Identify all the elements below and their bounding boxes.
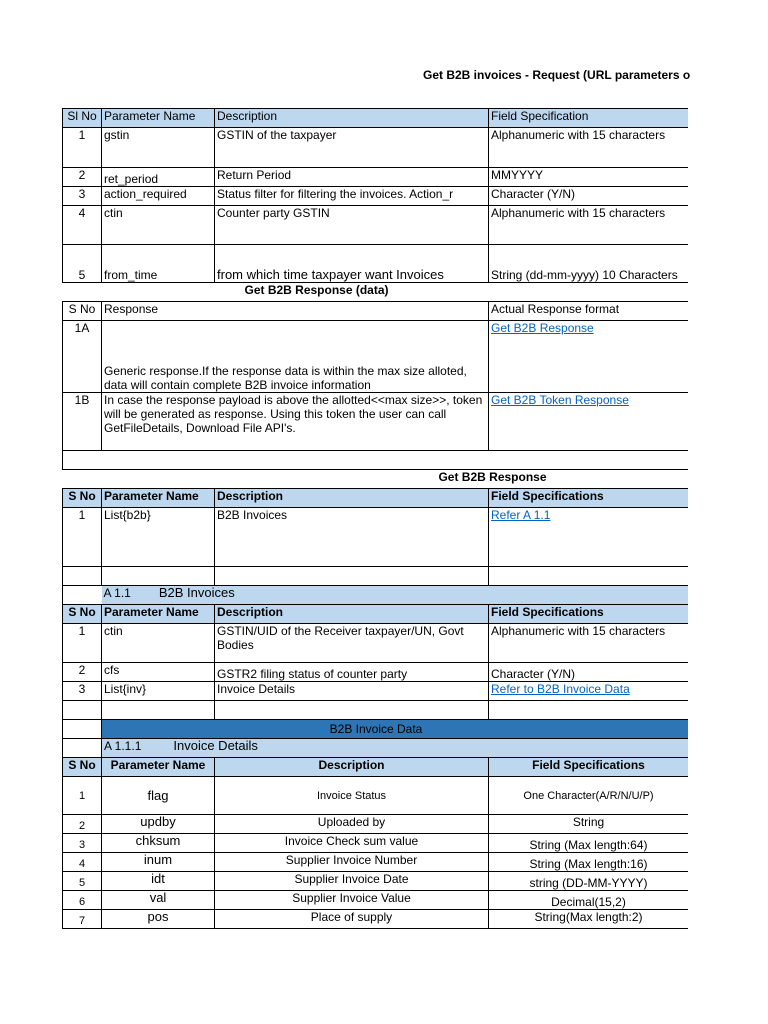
empty-cell xyxy=(489,701,689,720)
cell-spec: String xyxy=(489,815,689,834)
cell-desc: Invoice Status xyxy=(215,777,489,815)
cell-param: inum xyxy=(102,853,215,872)
empty-cell xyxy=(102,701,215,720)
get-b2b-token-response-link[interactable]: Get B2B Token Response xyxy=(491,393,629,407)
invoice-data-header-row xyxy=(63,758,689,777)
response-section-title: Get B2B Response (data) xyxy=(63,283,689,302)
section-title-row xyxy=(63,470,689,489)
refer-b2b-invoice-data-link[interactable]: Refer to B2B Invoice Data xyxy=(491,682,630,696)
subsection-label: A 1.1 xyxy=(103,586,131,600)
table-row xyxy=(63,168,689,187)
cell-param: action_required xyxy=(102,187,215,206)
cell-desc: Uploaded by xyxy=(215,815,489,834)
table-row xyxy=(63,393,689,451)
cell-param: idt xyxy=(102,872,215,891)
cell-spec: String (dd-mm-yyyy) 10 Characters xyxy=(489,245,689,283)
cell-sno: 6 xyxy=(63,891,102,910)
header-parameter-name: Parameter Name xyxy=(102,489,215,508)
empty-row xyxy=(63,701,689,720)
empty-cell xyxy=(215,701,489,720)
cell-spec: String (Max length:16) xyxy=(489,853,689,872)
cell-sno: 4 xyxy=(63,853,102,872)
refer-a11-link[interactable]: Refer A 1.1 xyxy=(491,508,551,522)
cell-spec: MMYYYY xyxy=(489,168,689,187)
cell-sno: 1 xyxy=(63,777,102,815)
header-sno: Sl No xyxy=(63,109,102,128)
cell-desc: GSTIN of the taxpayer xyxy=(215,128,489,168)
cell-desc: Status filter for filtering the invoices. Action_r xyxy=(215,187,489,206)
cell-spec: string (DD-MM-YYYY) xyxy=(489,872,689,891)
empty-cell xyxy=(489,567,689,586)
cell-spec: Alphanumeric with 15 characters xyxy=(489,206,689,245)
cell-sno: 3 xyxy=(63,834,102,853)
cell-link xyxy=(489,682,689,701)
cell-sno: 3 xyxy=(63,682,102,701)
cell-param: ctin xyxy=(102,624,215,663)
cell-spec: String(Max length:2) xyxy=(489,910,689,929)
cell-param: pos xyxy=(102,910,215,929)
table-row xyxy=(63,187,689,206)
cell-desc: Counter party GSTIN xyxy=(215,206,489,245)
cell-sno: 1 xyxy=(63,128,102,168)
page-title: Get B2B invoices - Request (URL parameters o xyxy=(423,68,691,82)
cell-param: flag xyxy=(102,777,215,815)
cell-param: val xyxy=(102,891,215,910)
cell-desc: Supplier Invoice Value xyxy=(215,891,489,910)
cell-desc: Invoice Details xyxy=(215,682,489,701)
cell-sno: 2 xyxy=(63,663,102,682)
header-field-spec: Field Specification xyxy=(489,109,689,128)
table-row xyxy=(63,815,689,834)
b2b-invoices-header-row xyxy=(63,605,689,624)
request-header-row xyxy=(63,109,689,128)
cell-sno: 4 xyxy=(63,206,102,245)
table-row xyxy=(63,624,689,663)
table-row xyxy=(63,910,689,929)
cell-param: from_time xyxy=(102,245,215,283)
header-response: Response xyxy=(102,302,489,321)
cell-response-text: Generic response.If the response data is within the max size alloted, data will contain complete B2B invoice information xyxy=(102,321,489,393)
empty-cell xyxy=(215,567,489,586)
header-field-spec: Field Specifications xyxy=(489,605,689,624)
header-description: Description xyxy=(215,758,489,777)
subsection-title: Invoice Details xyxy=(173,738,258,753)
cell-sno: 2 xyxy=(63,815,102,834)
subsection-label: A 1.1.1 xyxy=(104,739,142,753)
empty-cell xyxy=(102,567,215,586)
header-actual-format: Actual Response format xyxy=(489,302,689,321)
subsection-title: B2B Invoices xyxy=(158,585,235,600)
cell-sno: 1 xyxy=(63,624,102,663)
table-row xyxy=(63,663,689,682)
cell-desc: Place of supply xyxy=(215,910,489,929)
cell-spec: Decimal(15,2) xyxy=(489,891,689,910)
cell-spec: Alphanumeric with 15 characters xyxy=(489,128,689,168)
cell-sno: 1B xyxy=(63,393,102,451)
cell-spec: Character (Y/N) xyxy=(489,187,689,206)
empty-cell xyxy=(63,720,102,739)
cell-param: List{inv} xyxy=(102,682,215,701)
cell-spec: One Character(A/R/N/U/P) xyxy=(489,777,689,815)
header-sno: S No xyxy=(63,605,102,624)
cell-sno: 1 xyxy=(63,508,102,567)
header-field-spec: Field Specifications xyxy=(489,489,689,508)
header-sno: S No xyxy=(63,758,102,777)
cell-spec: Character (Y/N) xyxy=(489,663,689,682)
table-row xyxy=(63,128,689,168)
cell-desc: from which time taxpayer want Invoices xyxy=(215,245,489,283)
subsection-title-cell xyxy=(102,586,689,605)
b2b-response-header-row xyxy=(63,489,689,508)
header-field-spec: Field Specifications xyxy=(489,758,689,777)
header-description: Description xyxy=(215,109,489,128)
table-row xyxy=(63,508,689,567)
get-b2b-response-link[interactable]: Get B2B Response xyxy=(491,321,594,335)
section-title-row xyxy=(63,283,689,302)
cell-desc: Supplier Invoice Number xyxy=(215,853,489,872)
cell-link xyxy=(489,321,689,393)
cell-desc: Invoice Check sum value xyxy=(215,834,489,853)
cell-link xyxy=(489,393,689,451)
empty-cell xyxy=(63,739,102,758)
table-row xyxy=(63,245,689,283)
cell-desc: GSTIN/UID of the Receiver taxpayer/UN, Govt Bodies xyxy=(215,624,489,663)
table-row xyxy=(63,834,689,853)
empty-cell xyxy=(63,701,102,720)
header-sno: S No xyxy=(63,302,102,321)
table-row xyxy=(63,891,689,910)
header-description: Description xyxy=(215,489,489,508)
header-description: Description xyxy=(215,605,489,624)
cell-sno: 3 xyxy=(63,187,102,206)
table-row xyxy=(63,777,689,815)
subsection-title-row xyxy=(63,739,689,758)
header-sno: S No xyxy=(63,489,102,508)
empty-cell xyxy=(63,451,689,470)
header-parameter-name: Parameter Name xyxy=(102,109,215,128)
cell-param: ret_period xyxy=(102,168,215,187)
subsection-title-row xyxy=(63,586,689,605)
table-row xyxy=(63,872,689,891)
cell-desc: Supplier Invoice Date xyxy=(215,872,489,891)
band-row xyxy=(63,720,689,739)
table-row xyxy=(63,321,689,393)
table-row xyxy=(63,682,689,701)
cell-sno: 5 xyxy=(63,872,102,891)
cell-param: updby xyxy=(102,815,215,834)
cell-param: ctin xyxy=(102,206,215,245)
response-header-row xyxy=(63,302,689,321)
empty-row xyxy=(63,451,689,470)
cell-sno: 1A xyxy=(63,321,102,393)
b2b-response-title: Get B2B Response xyxy=(63,470,689,489)
cell-sno: 7 xyxy=(63,910,102,929)
cell-param: List{b2b} xyxy=(102,508,215,567)
cell-desc: Return Period xyxy=(215,168,489,187)
empty-cell xyxy=(63,567,102,586)
cell-response-text: In case the response payload is above the allotted<<max size>>, token will be generated as response. Using this token the user can call GetFileDetails, Download File API's. xyxy=(102,393,489,451)
empty-cell xyxy=(63,586,102,605)
invoice-data-band: B2B Invoice Data xyxy=(102,720,689,739)
cell-spec: String (Max length:64) xyxy=(489,834,689,853)
cell-param: chksum xyxy=(102,834,215,853)
cell-spec: Alphanumeric with 15 characters xyxy=(489,624,689,663)
subsection-title-cell xyxy=(102,739,689,758)
header-parameter-name: Parameter Name xyxy=(102,605,215,624)
header-parameter-name: Parameter Name xyxy=(102,758,215,777)
cell-desc: B2B Invoices xyxy=(215,508,489,567)
cell-param: cfs xyxy=(102,663,215,682)
empty-row xyxy=(63,567,689,586)
spreadsheet xyxy=(62,108,688,929)
cell-sno: 5 xyxy=(63,245,102,283)
cell-link xyxy=(489,508,689,567)
spec-table xyxy=(62,108,688,929)
table-row xyxy=(63,206,689,245)
cell-sno: 2 xyxy=(63,168,102,187)
cell-desc: GSTR2 filing status of counter party xyxy=(215,663,489,682)
cell-param: gstin xyxy=(102,128,215,168)
table-row xyxy=(63,853,689,872)
